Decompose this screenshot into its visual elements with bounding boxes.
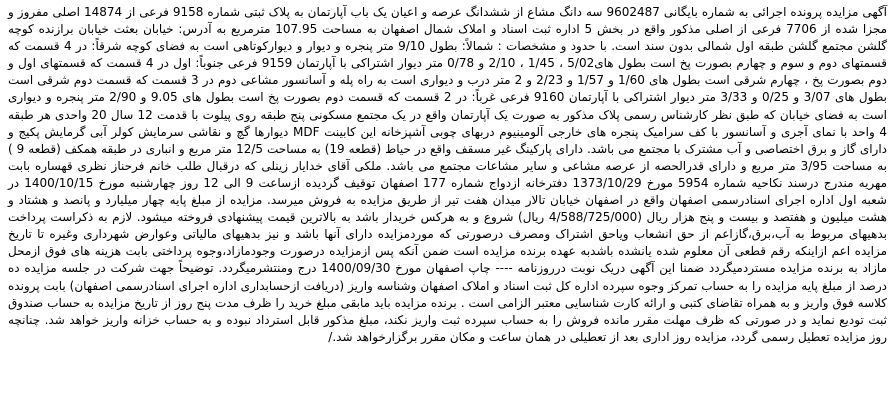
notice-text: آگهی مزایده پرونده اجرائی به شماره بایگانی 9602487 سه دانگ مشاع از ششدانگ عرصه و اعیان یک باب آپارتمان به پلاک ثبتی شماره 9158 فرعی از 14874 اصلی مفروز و مجزا شده از 7706 فرعی از اصلی مذکور واقع در بخش 5 اداره ثبت اسناد و املاک شمال اصفهان به مساحت 107.95 مترمربع به آدرس: خیابان بعثت خیابان برازنده کوچه گلشن مجتمع گلشن طبقه اول شمالی بدون سند است. با حدود و مشخصات : شمالاً: بطول 9/10 متر پنجره و دیوار و دیوارکوتاهی است به فضای کوچه شرقاً: در 4 قسمت که قسمتهای دوم و سوم و چهارم بصورت پخ است بطول های5/02 ، 1/45 ، 2/10 و 0/78 متر دیوار اشتراکی با آپارتمان 9159 فرعی جنوباً: اول در 4 قسمت که قسمتهای اول و دوم بصورت پخ ، چهارم شرقی است بطول های 1/60 و 1/57 و 2/23 و 2 متر درب و دیواری است به راه پله و آسانسور مشاعی دوم در 3 قسمت که قسمت دوم شرقی است بطول های 3/07 و 0/25 و 3/33 متر دیوار اشتراکی با آپارتمان 9160 فرعی غرباً: در 2 قسمت که قسمت دوم بصورت پخ است بطول های 9.05 و 2/90 متر پنجره و دیواری است به فضای خیابان که طبق نظر کارشناس رسمی پلاک مذکور به صورت یک آپارتمان واقع در یک مجتمع مسکونی پنج طبقه روی پیلوت با قدمت 12 سال 20 واحدی هر طبقه 4 واحد با نمای آجری و آسانسور با کف سرامیک پنجره های خارجی آلومینیوم دربهای چوبی آشپزخانه این کابینت MDF دیوارها گچ و نقاشی سرمایش کولر آبی گرمایش پکیج و دارای گاز و برق اختصاصی و آب مشترک با مجتمع می باشد. دارای پارکینگ غیر مسقف واقع در حیاط (قطعه 19) به مساحت 12/5 متر مربع و انباری در طبقه همکف (قطعه 9 ) به مساحت 3/95 متر مربع و دارای قدرالحصه از عرصه مشاعی و سایر مشاعات مجتمع می باشد. ملکی آقای خدایار زینلی که درقبال طلب خانم فرحناز نظری قهساره بابت مهریه مندرج درسند نکاحیه شماره 5954 مورخ 1373/10/29 دفترخانه ازدواج شماره 177 اصفهان توقیف گردیده ازساعت 9 الی 12 روز چهارشنبه مورخ 1400/10/15 در شعبه اول اداره اجرای اسنادرسمی اصفهان واقع در اصفهان خیابان تالار میدان هفت تیر از طریق مزایده به فروش میرسد. مزایده از مبلغ پایه چهار میلیارد و پانصد و هشتاد و هشت میلیون و هفتصد و بیست و پنج هزار ریال (4/588/725/000 ریال) شروع و به هرکس خریدار باشد به بالاترین قیمت پیشنهادی فروخته میشود. لازم به ذکراست پرداخت بدهیهای مربوط به آب،برق،گازاعم از حق انشعاب ویاحق اشتراک ومصرف درصورتی که موردمزایده دارای آنها باشد و نیز بدهیهای مالیاتی وعوارض شهرداری وغیره تا تاریخ مزایده اعم ازاینکه رقم قطعی آن معلوم شده یانشده باشدبه عهده برنده مزایده است ضمن آنکه پس ازمزایده درصورت وجودمازاد،وجوه پرداختی بابت هزینه های فوق ازمحل مازاد به برنده مزایده مستردمیگردد ضمنا این آگهی دریک نوبت درروزنامه ---- چاپ اصفهان مورخ 1400/09/30 درج ومنتشرمیگردد. توضیحاً جهت شرکت در جلسه مزایده ده درصد از مبلغ پایه مزایده را به حساب تمرکز وجوه سپرده اداره کل ثبت اسناد و املاک اصفهان وشناسه واریز (دریافت ازحسابداری اداره اجرای اسنادرسمی اصفهان) بابت پرونده کلاسه فوق واریز و به همراه تقاضای کتبی و ارائه کارت شناسایی معتبر الزامی است . برنده مزایده باید مابقی مبلغ خرید را ظرف مدت پنج روز از تاریخ مزایده به حساب صندوق ثبت تودیع نماید و در صورتی که ظرف مهلت مقرر مانده فروش را به حساب سپرده ثبت واریز نکند، مبلغ مذکور قابل استرداد نبوده و به حساب خزانه واریز خواهد شد. چنانچه روز مزایده تعطیل رسمی گردد، مزایده روز اداری بعد از تعطیلی در همان ساعت و مکان مقرر برگزارخواهد شد./ — [8, 5, 888, 344]
